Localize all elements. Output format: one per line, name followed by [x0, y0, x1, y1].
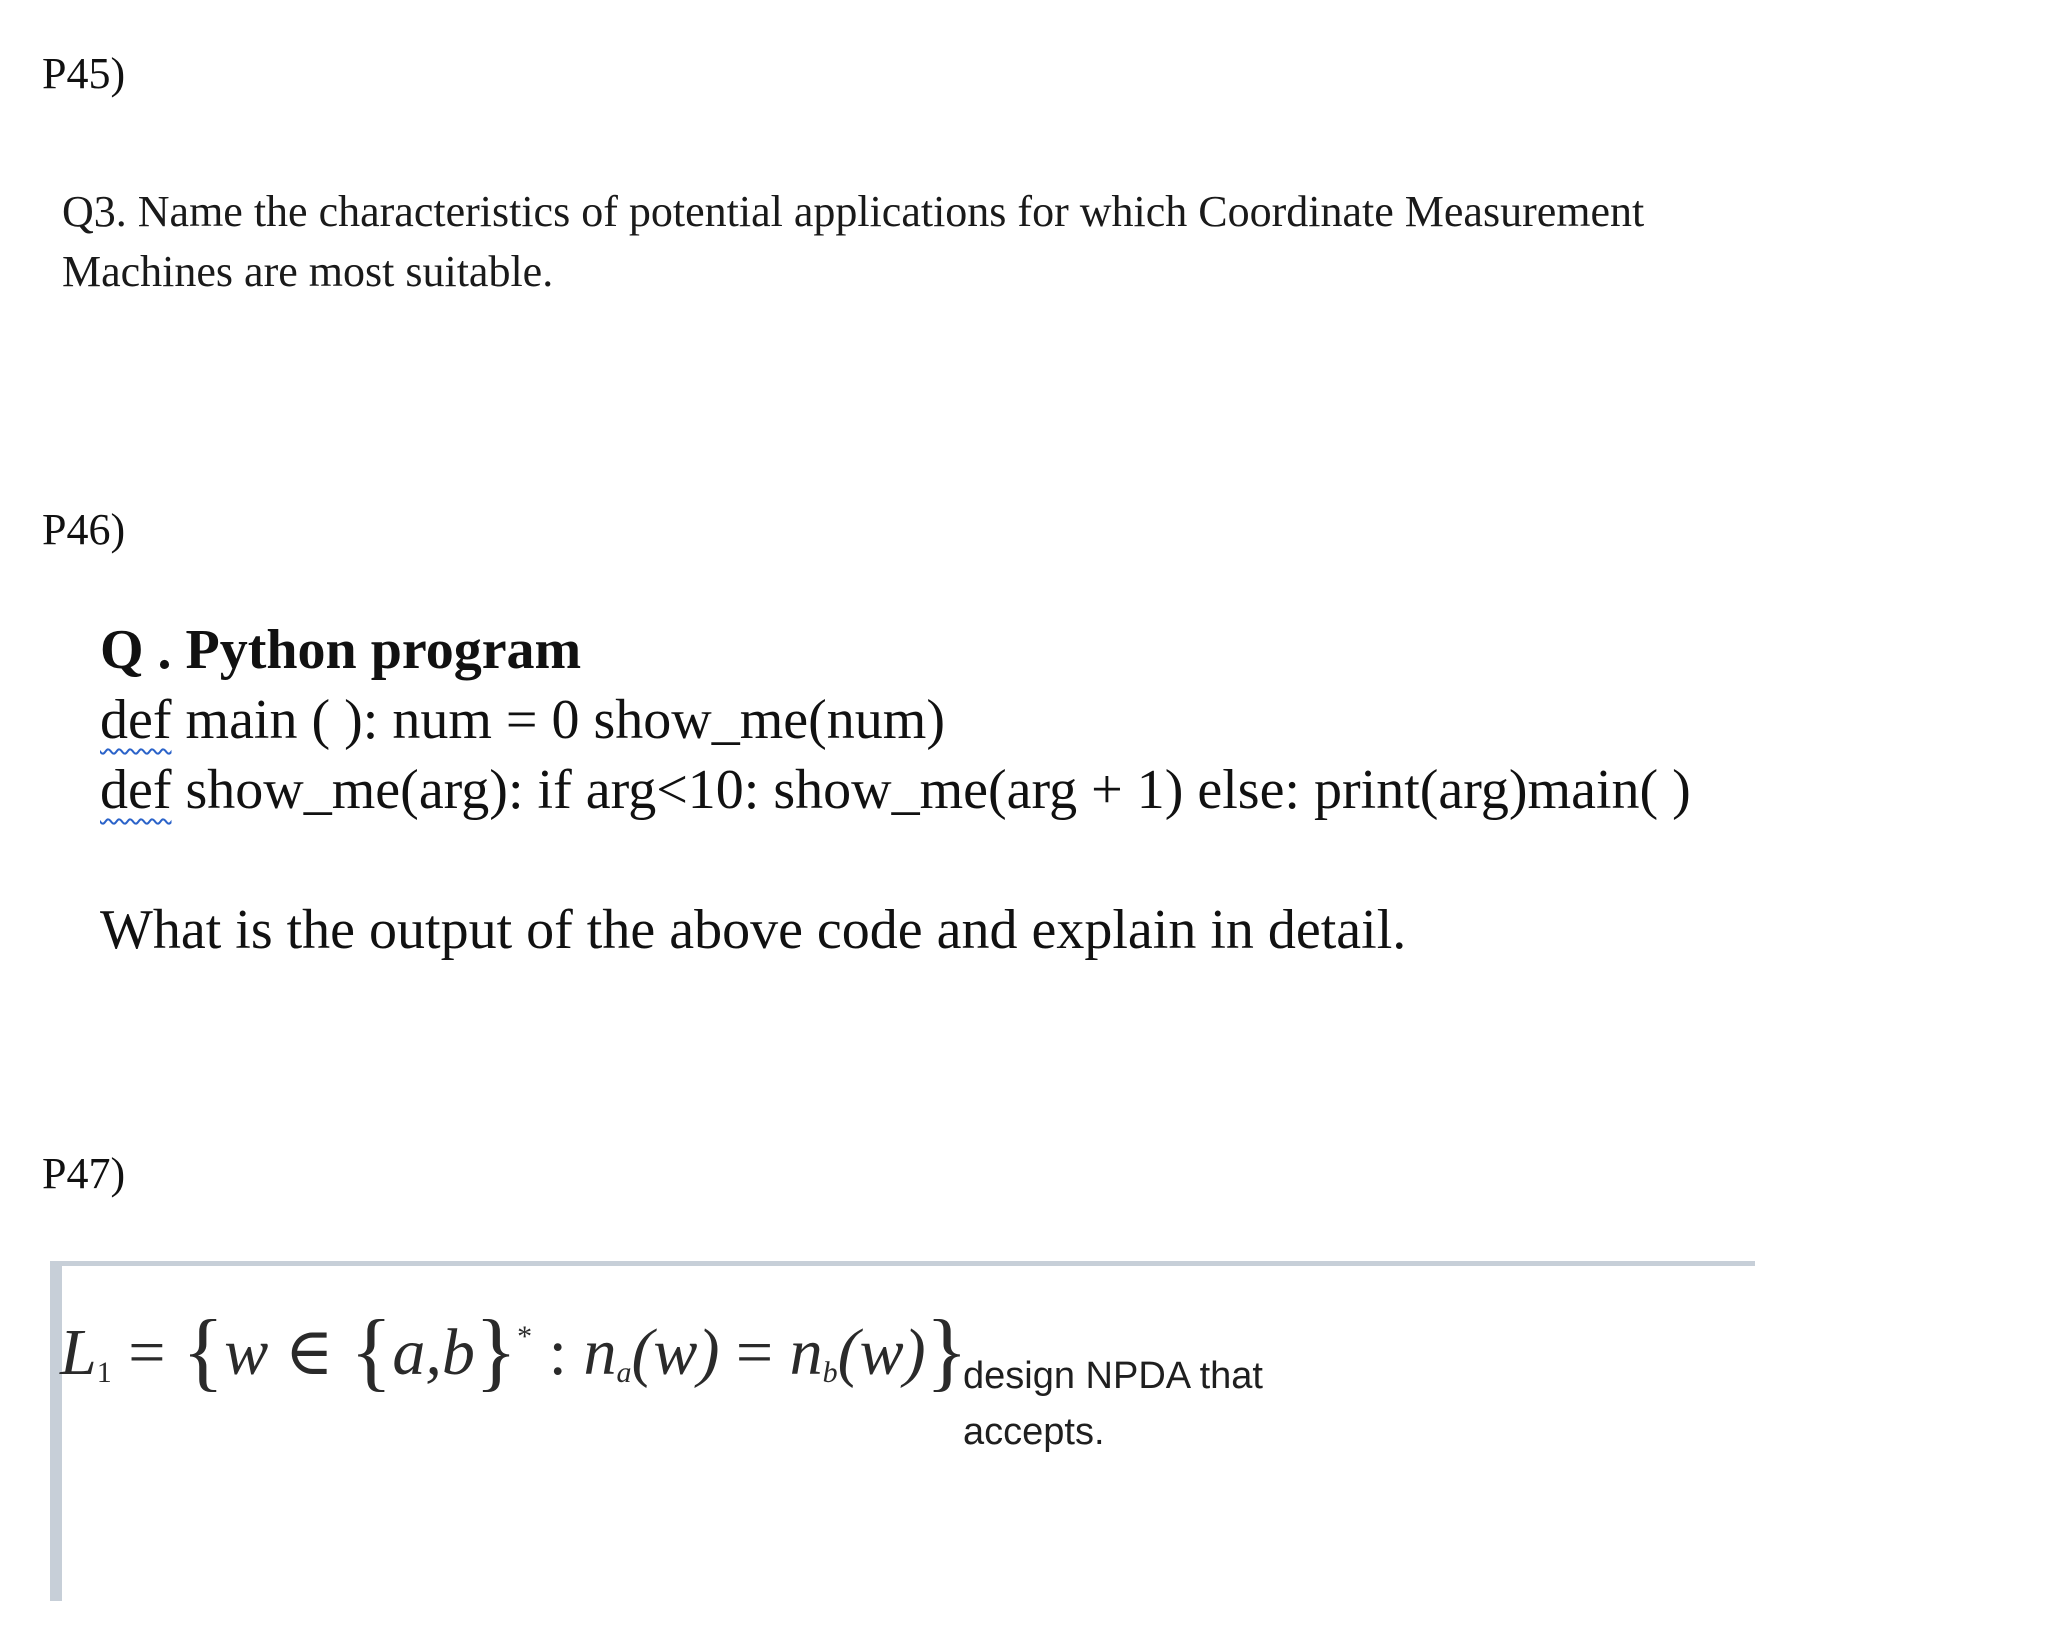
formula-element-of: ∈: [268, 1316, 351, 1389]
code-line-1-body: main ( ): num = 0 show_me(num): [171, 689, 945, 751]
formula-paren-w1: (w): [631, 1316, 720, 1389]
formula-lhs: L: [60, 1316, 97, 1389]
formula-na: n: [583, 1316, 617, 1389]
npda-instruction: design NPDA that accepts.: [963, 1355, 1263, 1453]
question-p46: What is the output of the above code and explain in detail.: [100, 899, 1407, 961]
question-p45-line2: Machines are most suitable.: [62, 247, 554, 296]
code-line-1: [100, 689, 945, 751]
code-line-2-body: show_me(arg): if arg<10: show_me(arg + 1) else: print(arg)main( ): [171, 759, 1691, 821]
label-p45: P45): [42, 49, 126, 98]
formula-nb-sub: b: [822, 1356, 838, 1389]
code-keyword-def: def: [100, 689, 172, 751]
formula-eq: =: [111, 1316, 182, 1389]
formula-paren-w2: (w): [837, 1316, 926, 1389]
formula-open-brace: {: [181, 1303, 225, 1400]
formula-set-open: {: [350, 1303, 393, 1400]
formula-colon: :: [532, 1316, 584, 1389]
code-line-2: [100, 759, 1691, 821]
formula-eq2: =: [719, 1316, 790, 1389]
formula-na-sub: a: [616, 1356, 632, 1389]
formula-w: w: [224, 1316, 269, 1389]
formula-set-close: }: [474, 1303, 518, 1400]
formula-close-brace: }: [925, 1303, 968, 1400]
code-keyword-def: def: [100, 759, 172, 821]
formula-lhs-sub: 1: [96, 1356, 112, 1389]
label-p47: P47): [42, 1149, 126, 1198]
label-p46: P46): [42, 505, 126, 554]
formula-star: *: [517, 1320, 533, 1353]
formula-set-body: a,b: [392, 1316, 475, 1389]
python-program-title: Q . Python program: [100, 619, 582, 681]
formula-nb: n: [789, 1316, 823, 1389]
question-p45-line1: Q3. Name the characteristics of potential applications for which Coordinate Measurement: [62, 187, 1645, 236]
language-formula: [60, 1303, 968, 1400]
panel-top-border: [50, 1261, 1755, 1266]
